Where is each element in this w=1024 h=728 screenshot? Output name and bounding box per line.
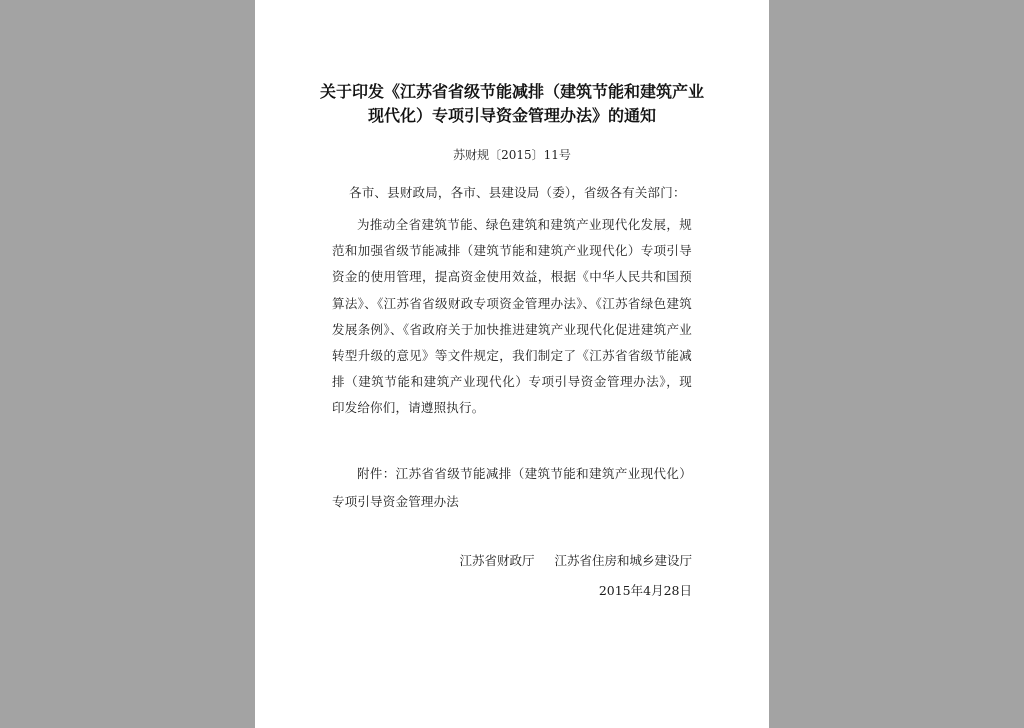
document-title: 关于印发《江苏省省级节能减排（建筑节能和建筑产业现代化）专项引导资金管理办法》的通知 (319, 82, 704, 125)
body-paragraph: 为推动全省建筑节能、绿色建筑和建筑产业现代化发展，规范和加强省级节能减排（建筑节能和建筑产业现代化）专项引导资金的使用管理，提高资金使用效益，根据《中华人民共和国预算法》、《江苏省省级财政专项资金管理办法》、《江苏省绿色建筑发展条例》、《省政府关于加快推进建筑产业现代化促进建筑产业转型升级的意见》等文件规定，我们制定了《江苏省省级节能减排（建筑节能和建筑产业现代化）专项引导资金管理办法》，现印发给你们，请遵照执行。 (332, 217, 692, 416)
document-page (255, 0, 769, 728)
signer-finance-department: 江苏省财政厅 (459, 553, 535, 568)
salutation: 各市、县财政局，各市、县建设局（委），省级各有关部门： (349, 185, 686, 200)
signer-housing-department: 江苏省住房和城乡建设厅 (554, 553, 692, 568)
document-date: 2015年4月28日 (598, 583, 692, 598)
document-number: 苏财规〔2015〕11号 (453, 148, 571, 162)
signers (459, 551, 692, 569)
attachment-note: 附件：江苏省省级节能减排（建筑节能和建筑产业现代化）专项引导资金管理办法 (332, 466, 692, 509)
